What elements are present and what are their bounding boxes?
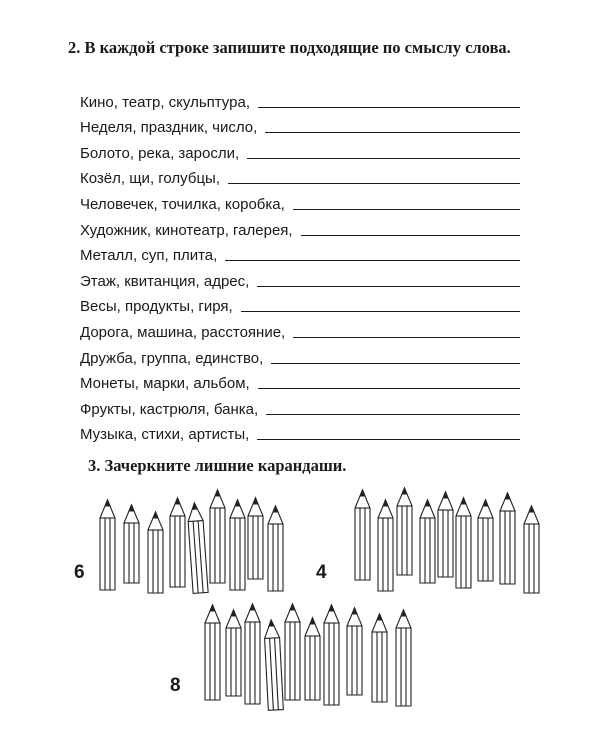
pencil[interactable] [245,604,260,704]
pencil[interactable] [187,503,208,594]
pencil-group-count-1: 6 [74,562,85,583]
pencil[interactable] [372,614,387,702]
word-row-text: Художник, кинотеатр, галерея, [80,221,293,239]
pencil[interactable] [324,605,339,705]
pencil[interactable] [347,608,362,695]
word-row-text: Весы, продукты, гиря, [80,298,233,316]
pencil[interactable] [378,500,393,591]
pencil-group-1[interactable] [100,490,283,593]
pencil[interactable] [148,512,163,593]
task-3-title: 3. Зачеркните лишние карандаши. [88,456,347,475]
pencil[interactable] [285,604,300,700]
pencil[interactable] [124,505,139,583]
pencil-group-2[interactable] [355,488,539,593]
word-row-text: Монеты, марки, альбом, [80,375,250,393]
word-row-text: Дружба, группа, единство, [80,349,264,367]
word-row-text: Неделя, праздник, число, [80,119,258,137]
word-row-text: Человечек, точилка, коробка, [80,195,285,213]
pencil[interactable] [397,488,412,575]
pencil[interactable] [396,610,411,706]
pencil[interactable] [205,605,220,700]
pencil[interactable] [170,498,185,587]
word-row-text: Фрукты, кастрюля, банка, [80,400,259,418]
pencil[interactable] [420,500,435,583]
pencil[interactable] [500,493,515,584]
pencil-group-3[interactable] [205,604,411,710]
pencil[interactable] [305,618,320,700]
word-row-text: Металл, суп, плита, [80,247,218,265]
pencil[interactable] [264,620,284,711]
pencil[interactable] [268,506,283,591]
word-row-text: Музыка, стихи, артисты, [80,426,250,444]
word-row-text: Болото, река, заросли, [80,144,240,162]
pencil-group-count-3: 8 [170,675,181,696]
pencil[interactable] [230,500,245,590]
word-row-text: Козёл, щи, голубцы, [80,170,220,188]
task-2-title: 2. В каждой строке запишите подходящие по смыслу слова. [68,38,511,57]
pencil[interactable] [478,500,493,581]
pencil[interactable] [524,506,539,593]
pencil[interactable] [100,500,115,590]
pencil[interactable] [456,498,471,588]
pencil-group-count-2: 4 [316,562,327,583]
pencil[interactable] [438,492,453,577]
pencil[interactable] [210,490,225,583]
pencil[interactable] [355,490,370,580]
pencil[interactable] [248,498,263,579]
word-row-text: Этаж, квитанция, адрес, [80,272,250,290]
word-row-text: Кино, театр, скульптура, [80,93,250,111]
pencil[interactable] [226,610,241,696]
word-row-text: Дорога, машина, расстояние, [80,323,286,341]
